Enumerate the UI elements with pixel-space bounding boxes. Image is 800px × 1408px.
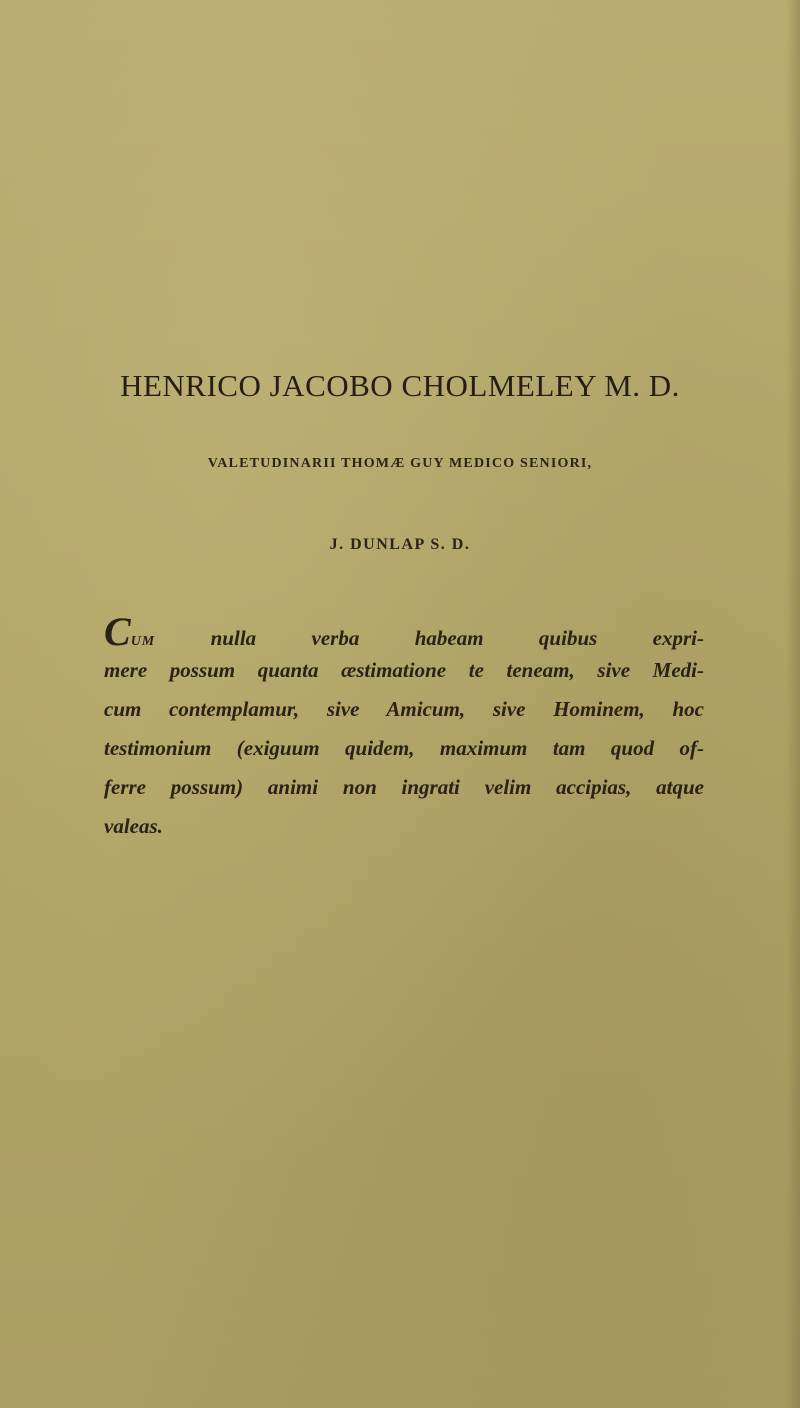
dedication-sender: J. DUNLAP S. D.: [329, 536, 471, 553]
dedication-subtitle: VALETUDINARII THOMÆ GUY MEDICO SENIORI,: [207, 456, 593, 471]
letter-line-1-text: nulla verba habeam quibus expri-: [155, 626, 704, 650]
letter-line-3: cum contemplamur, sive Amicum, sive Hominem, hoc: [104, 697, 704, 721]
letter-line-5: ferre possum) animi non ingrati velim accipias, atque: [104, 775, 704, 799]
page-edge-shadow: [786, 0, 800, 1408]
letter-line-1: [104, 609, 704, 654]
drop-cap-initial: C: [104, 609, 131, 654]
letter-body: [104, 609, 704, 846]
letter-line-4: testimonium (exiguum quidem, maximum tam quod of-: [104, 736, 704, 760]
letter-line-2: mere possum quanta æstimatione te teneam, sive Medi-: [104, 658, 704, 682]
letter-line-6: valeas.: [104, 814, 163, 838]
dedication-title: HENRICO JACOBO CHOLMELEY M. D.: [120, 368, 680, 403]
initial-word-rest: UM: [130, 634, 156, 649]
